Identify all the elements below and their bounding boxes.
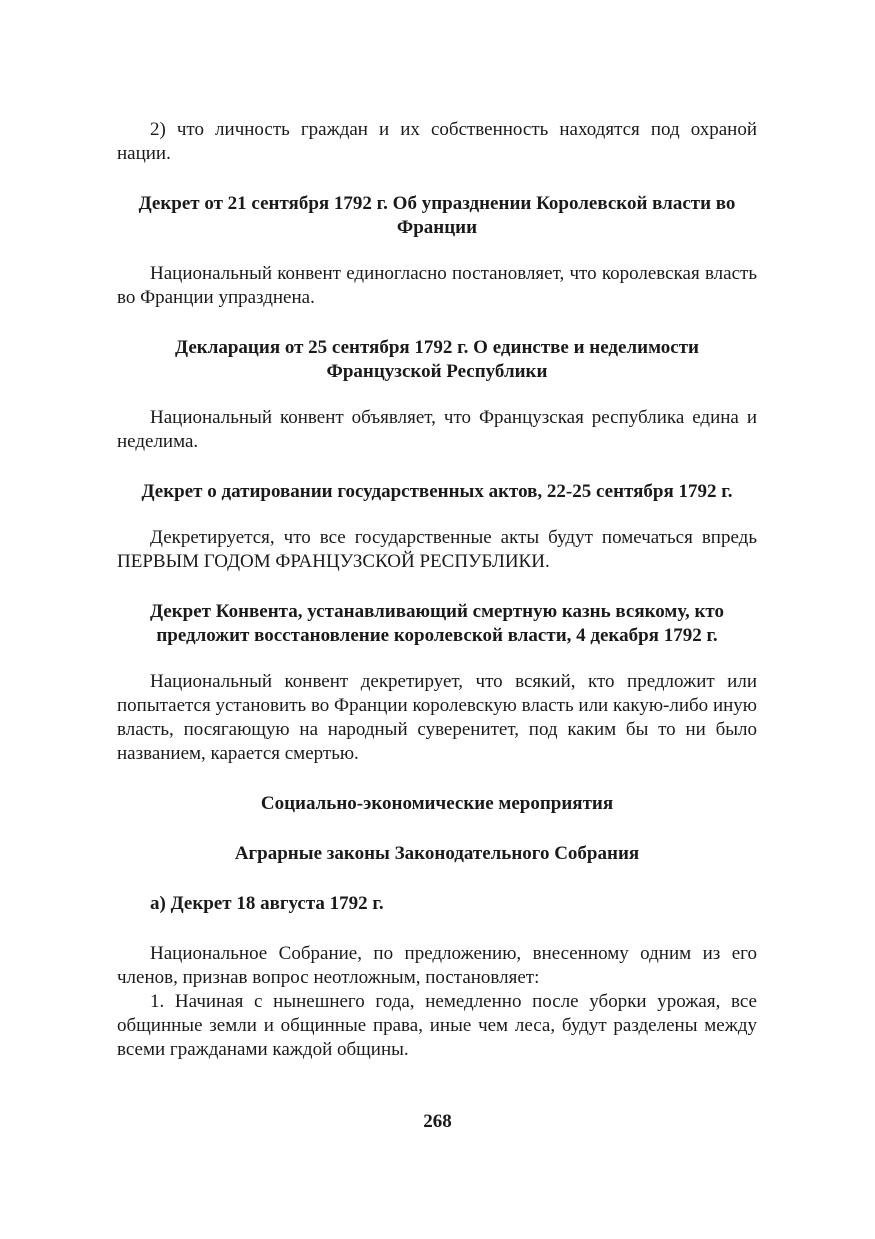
paragraph-assembly: Национальное Собрание, по предложению, внесенному одним из его членов, признав вопрос неотложным, постановляет:: [117, 943, 757, 988]
paragraph-item-1: 1. Начиная с нынешнего года, немедленно после уборки урожая, все общинные земли и общинные права, иные чем леса, будут разделены между всеми гражданами каждой общины.: [117, 991, 757, 1060]
heading-decree-dating: Декрет о датировании государственных актов, 22-25 сентября 1792 г.: [141, 481, 733, 502]
heading-declaration-unity: Декларация от 25 сентября 1792 г. О единстве и неделимости Французской Республики: [175, 337, 699, 382]
paragraph-intro: 2) что личность граждан и их собственность находятся под охраной нации.: [117, 119, 757, 164]
heading-decree-august: а) Декрет 18 августа 1792 г.: [150, 893, 384, 914]
heading-decree-death: Декрет Конвента, устанавливающий смертную казнь всякому, кто предложит восстановление королевской власти, 4 декабря 1792 г.: [149, 601, 725, 646]
heading-decree-abolition: Декрет от 21 сентября 1792 г. Об упразднении Королевской власти во Франции: [138, 193, 736, 238]
paragraph-death: Национальный конвент декретирует, что всякий, кто предложит или попытается установить во Франции королевскую власть или какую-либо иную власть, посягающую на народный суверенитет, под каким бы то ни было названием, карается смертью.: [117, 671, 757, 764]
paragraph-abolition: Национальный конвент единогласно постановляет, что королевская власть во Франции упразднена.: [117, 263, 757, 308]
heading-social-economic: Социально-экономические мероприятия: [260, 793, 614, 814]
page-number: 268: [423, 1111, 452, 1132]
heading-agrarian-laws: Аграрные законы Законодательного Собрания: [234, 843, 640, 864]
document-page: [117, 118, 757, 1062]
paragraph-dating: Декретируется, что все государственные акты будут помечаться впредь ПЕРВЫМ ГОДОМ ФРАНЦУЗСКОЙ РЕСПУБЛИКИ.: [117, 527, 757, 572]
paragraph-unity: Национальный конвент объявляет, что Французская республика едина и неделима.: [117, 407, 757, 452]
